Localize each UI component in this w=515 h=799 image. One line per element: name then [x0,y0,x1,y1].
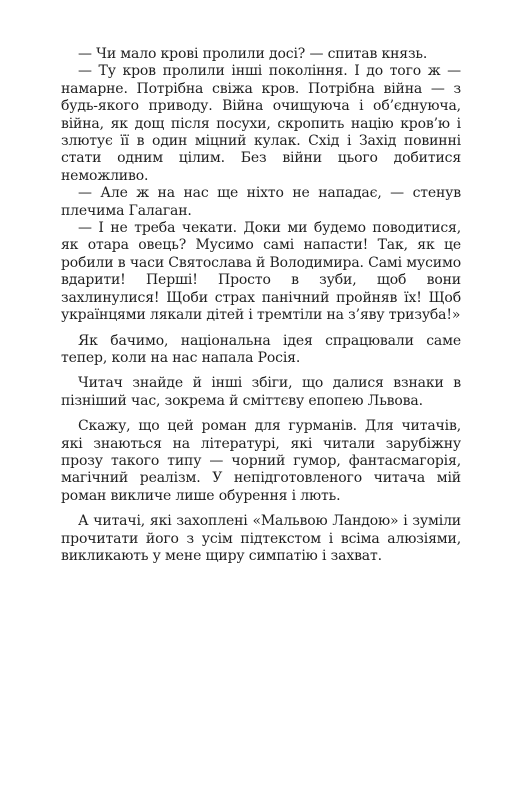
paragraph-dialogue-halahan: — Але ж на нас ще ніхто не нападає, — стенув плечима Галаган. [61,185,461,219]
paragraph-readers: А читачі, які захоплені «Мальвою Ландою» і зуміли прочитати його з усім підтекстом і всіма алюзіями, викликають у мене щиру симпатію і захват. [61,513,461,564]
paragraph-dialogue-attack: — І не треба чекати. Доки ми будемо поводитися, як отара овець? Мусимо самі напасти! Так, як це робили в часи Святослава й Володимира. Самі мусимо вдарити! Перші! Просто в зуби, щоб вони захлинулися! Щоби страх панічний пройняв їх! Щоб українцями лякали дітей і тремтіли на з’яву тризуба!» [61,220,461,324]
paragraph-dialogue-prince: — Чи мало крові пролили досі? — спитав князь. [78,46,428,62]
paragraph-national-idea: Як бачимо, національна ідея спрацювали саме тепер, коли на нас напала Росія. [61,332,461,366]
paragraph-coincidences: Читач знайде й інші збіги, що далися взнаки в пізніший час, зокрема й сміттєву епопею Львова. [61,375,461,409]
paragraph-dialogue-war: — Ту кров пролили інші покоління. І до того ж — намарне. Потрібна свіжа кров. Потрібна війна — з будь-якого приводу. Війна очищуюча і об’єднуюча, війна, як дощ після посухи, скропить націю кров’ю і злютує її в один міцний кулак. Схід і Захід повинні стати одним цілим. Без війни цього добитися неможливо. [61,63,461,184]
book-page-text [61,46,461,565]
paragraph-gourmets: Скажу, що цей роман для гурманів. Для читачів, які знаються на літературі, які читали зарубіжну прозу такого типу — чорний гумор, фантасмагорія, магічний реалізм. У непідготовленого читача мій роман викличе лише обурення і лють. [61,418,461,504]
